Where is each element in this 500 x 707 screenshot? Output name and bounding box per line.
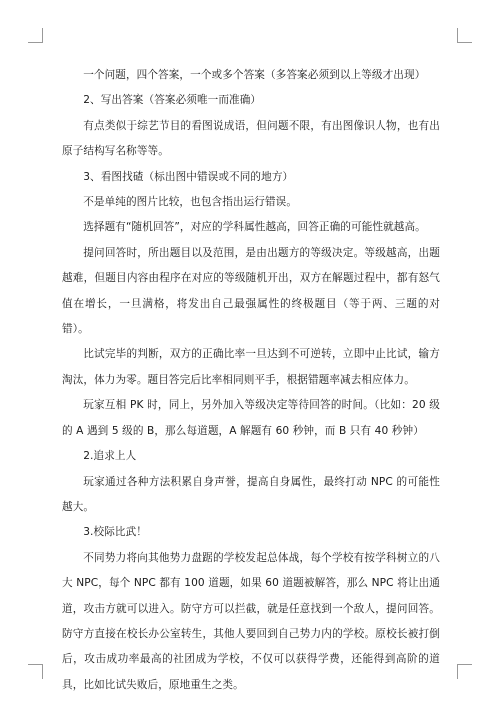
paragraph-match-judgement: 比试完毕的判断，双方的正确比率一旦达到不可逆转，立即中止比试，输方淘汰，体力为零。题目答完后比率相同则平手，根据错题率减去相应体力。 [62,348,440,386]
paragraph-school-war: 不同势力将向其他势力盘踞的学校发起总体战，每个学校有按学科树立的八大 NPC，每个 NPC 都有 100 道题，如果 60 道题被解答，那么 NPC 将让出通道，攻击方就可以进入。防守方可以拦截，就是任意找到一个敌人，提问回答。防守方直接在校长办公室转生，其他人要回到自己势力内的学校。原校长被打倒后，攻击成功率最高的社团成为学校，不仅可以获得学费，还能得到高阶的道具，比如比试失败后，原地重生之类。 [62,551,440,691]
heading-pursue-superior: 2.追求上人 [83,450,137,463]
crop-mark-bottom-left [28,664,43,679]
paragraph-reputation: 玩家通过各种方法积累自身声誉，提高自身属性，最终打动 NPC 的可能性越大。 [62,475,440,513]
heading-write-answer: 2、写出答案（答案必须唯一而准确） [83,94,262,107]
document-body [62,63,440,698]
paragraph-answer-choices: 一个问题，四个答案，一个或多个答案（多答案必须到以上等级才出现） [83,69,426,81]
crop-mark-top-right [457,28,472,43]
paragraph-question-range: 提问回答时，所出题目以及范围，是由出题方的等级决定。等级越高，出题越难，但题目内容由程序在对应的等级随机开出，双方在解题过程中，都有怒气值在增长，一旦满格，将发出自己最强属性的终极题目（等于两、三题的对错）。 [62,246,440,336]
paragraph-spot-errors: 不是单纯的图片比较，也包含指出运行错误。 [83,196,298,209]
paragraph-player-pk: 玩家互相 PK 时，同上，另外加入等级决定等待回答的时间。（比如：20 级的 A 遇到 5 级的 B，那么每道题，A 解题有 60 秒钟，而 B 只有 40 秒钟） [62,399,440,437]
paragraph-picture-questions: 有点类似于综艺节目的看图说成语，但问题不限，有出图像识人物，也有出原子结构写名称等等。 [62,119,440,158]
heading-school-contest: 3.校际比武！ [83,526,147,539]
crop-mark-top-left [28,28,43,43]
crop-mark-bottom-right [457,664,472,679]
paragraph-random-answer: 选择题有“随机回答”，对应的学科属性越高，回答正确的可能性就越高。 [83,221,426,234]
heading-spot-errors: 3、看图找碴（标出图中错误或不同的地方） [83,170,294,183]
